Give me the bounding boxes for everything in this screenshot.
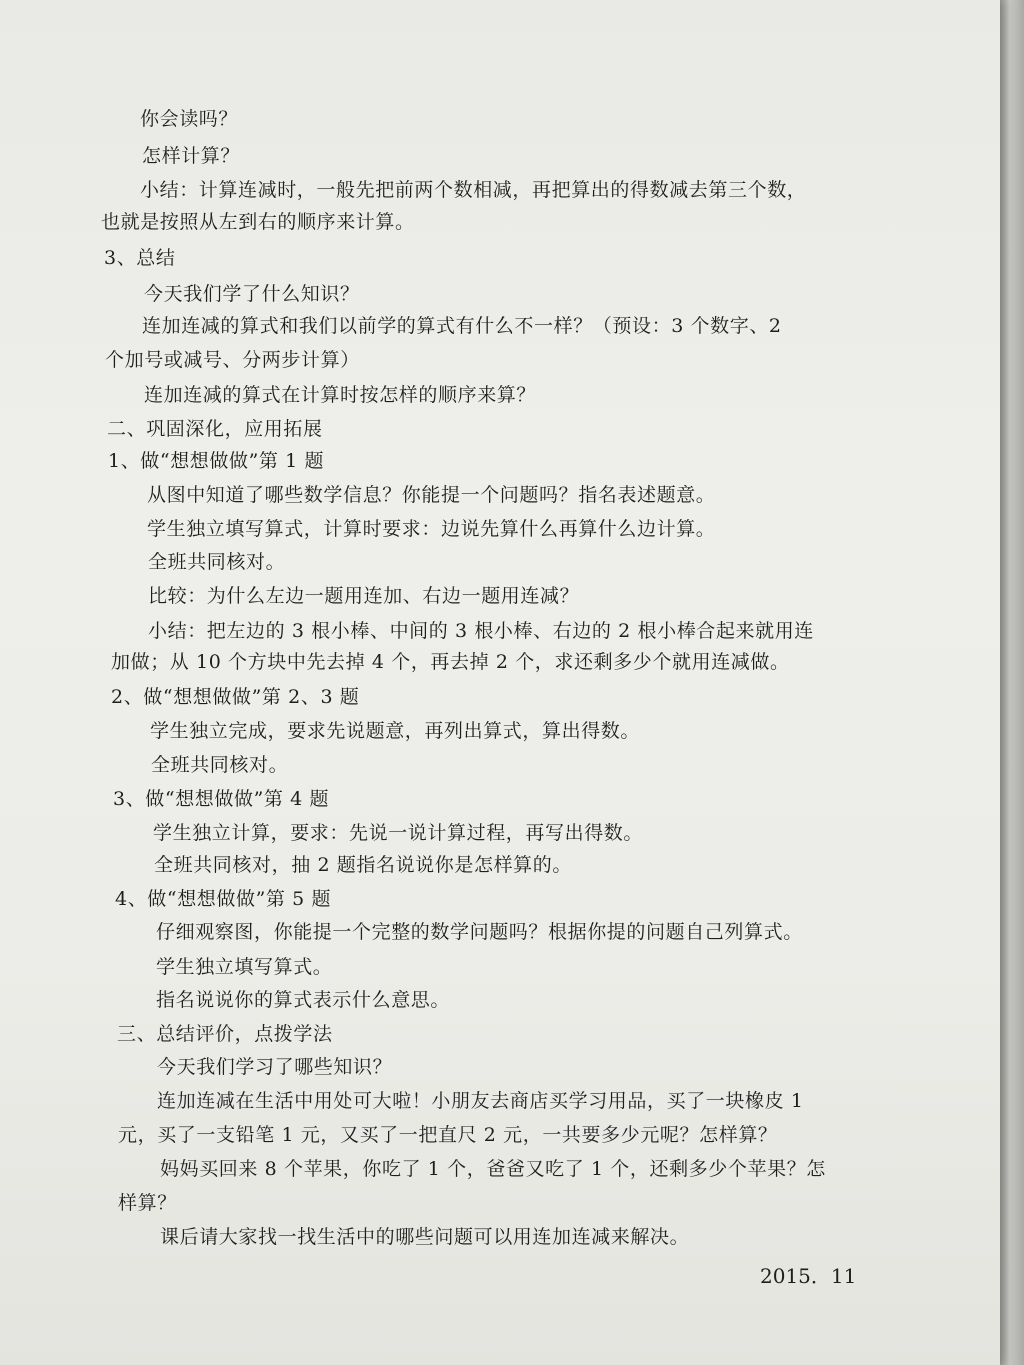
text-line: 小结：计算连减时，一般先把前两个数相减，再把算出的得数减去第三个数， xyxy=(140,179,807,201)
text-line: 个加号或减号、分两步计算） xyxy=(105,349,360,371)
text-line: 比较：为什么左边一题用连加、右边一题用连减？ xyxy=(148,585,580,607)
text-line: 学生独立填写算式，计算时要求：边说先算什么再算什么边计算。 xyxy=(147,518,716,540)
text-line: 全班共同核对。 xyxy=(148,551,286,573)
section-heading: 二、巩固深化，应用拓展 xyxy=(107,418,323,440)
text-line: 元，买了一支铅笔 1 元，又买了一把直尺 2 元，一共要多少元呢？怎样算？ xyxy=(118,1124,778,1146)
text-line: 小结：把左边的 3 根小棒、中间的 3 根小棒、右边的 2 根小棒合起来就用连 xyxy=(148,620,814,642)
text-line: 课后请大家找一找生活中的哪些问题可以用连加连减来解决。 xyxy=(160,1226,690,1248)
text-line: 怎样计算？ xyxy=(142,145,241,167)
text-line: 学生独立完成，要求先说题意，再列出算式，算出得数。 xyxy=(150,720,641,742)
text-line: 全班共同核对，抽 2 题指名说说你是怎样算的。 xyxy=(154,854,572,876)
text-line: 全班共同核对。 xyxy=(151,754,289,776)
text-line: 妈妈买回来 8 个苹果，你吃了 1 个，爸爸又吃了 1 个，还剩多少个苹果？怎 xyxy=(160,1158,826,1180)
section-heading: 3、做“想想做做”第 4 题 xyxy=(113,788,330,810)
text-line: 样算？ xyxy=(118,1192,177,1214)
text-line: 今天我们学习了哪些知识？ xyxy=(157,1056,393,1078)
text-line: 连加连减的算式和我们以前学的算式有什么不一样？（预设：3 个数字、2 xyxy=(142,315,782,337)
text-line: 指名说说你的算式表示什么意思。 xyxy=(156,989,451,1011)
text-line: 今天我们学了什么知识？ xyxy=(144,283,360,305)
page-edge xyxy=(1000,0,1024,1365)
section-heading: 三、总结评价，点拨学法 xyxy=(117,1023,333,1045)
text-line: 连加连减的算式在计算时按怎样的顺序来算？ xyxy=(144,384,537,406)
section-heading: 4、做“想想做做”第 5 题 xyxy=(115,888,332,910)
section-heading: 3、总结 xyxy=(104,247,176,269)
text-line: 你会读吗？ xyxy=(140,108,239,130)
text-line: 从图中知道了哪些数学信息？你能提一个问题吗？指名表述题意。 xyxy=(147,484,716,506)
text-line: 仔细观察图，你能提一个完整的数学问题吗？根据你提的问题自己列算式。 xyxy=(156,921,803,943)
text-line: 也就是按照从左到右的顺序来计算。 xyxy=(101,211,415,233)
text-line: 连加连减在生活中用处可大啦！小朋友去商店买学习用品，买了一块橡皮 1 xyxy=(157,1090,804,1112)
text-line: 学生独立填写算式。 xyxy=(156,956,333,978)
text-line: 学生独立计算，要求：先说一说计算过程，再写出得数。 xyxy=(153,822,644,844)
document-date: 2015．11 xyxy=(760,1264,857,1288)
text-line: 加做；从 10 个方块中先去掉 4 个，再去掉 2 个，求还剩多少个就用连减做。 xyxy=(111,651,790,673)
section-heading: 2、做“想想做做”第 2、3 题 xyxy=(111,686,360,708)
section-heading: 1、做“想想做做”第 1 题 xyxy=(108,450,325,472)
